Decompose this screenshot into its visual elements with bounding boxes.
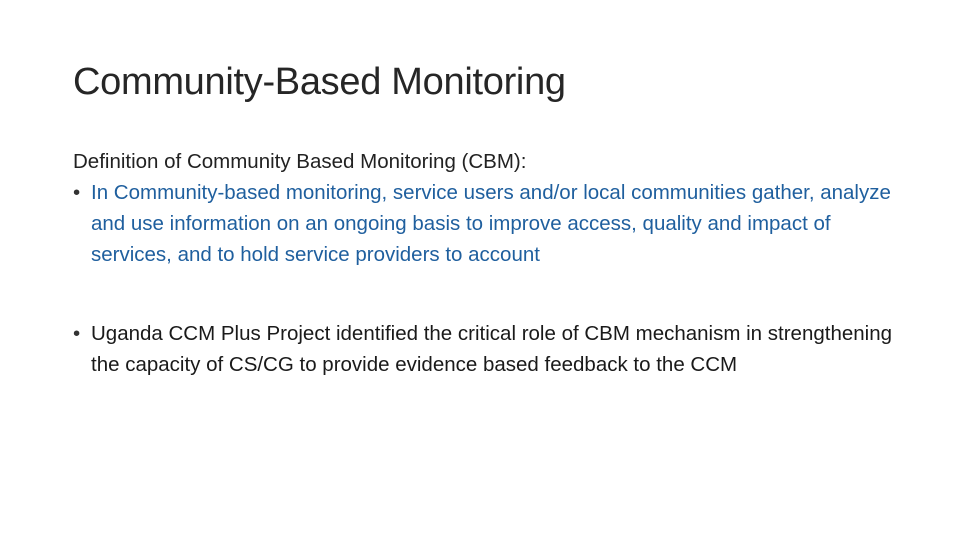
slide-content [73,146,903,380]
bullet-text: In Community-based monitoring, service users and/or local communities gather, analyze and use information on an ongoing basis to improve access, quality and impact of services, and to hold service providers to account [91,181,891,266]
definition-heading: Definition of Community Based Monitoring (CBM): [73,150,527,173]
bullet-marker: • [73,322,81,345]
bullet-marker: • [73,181,81,204]
slide-title: Community-Based Monitoring [73,61,566,103]
bullet-item [73,177,903,270]
bullet-text: Uganda CCM Plus Project identified the critical role of CBM mechanism in strengthening the capacity of CS/CG to provide evidence based feedback to the CCM [91,322,893,376]
bullet-item [73,318,903,380]
